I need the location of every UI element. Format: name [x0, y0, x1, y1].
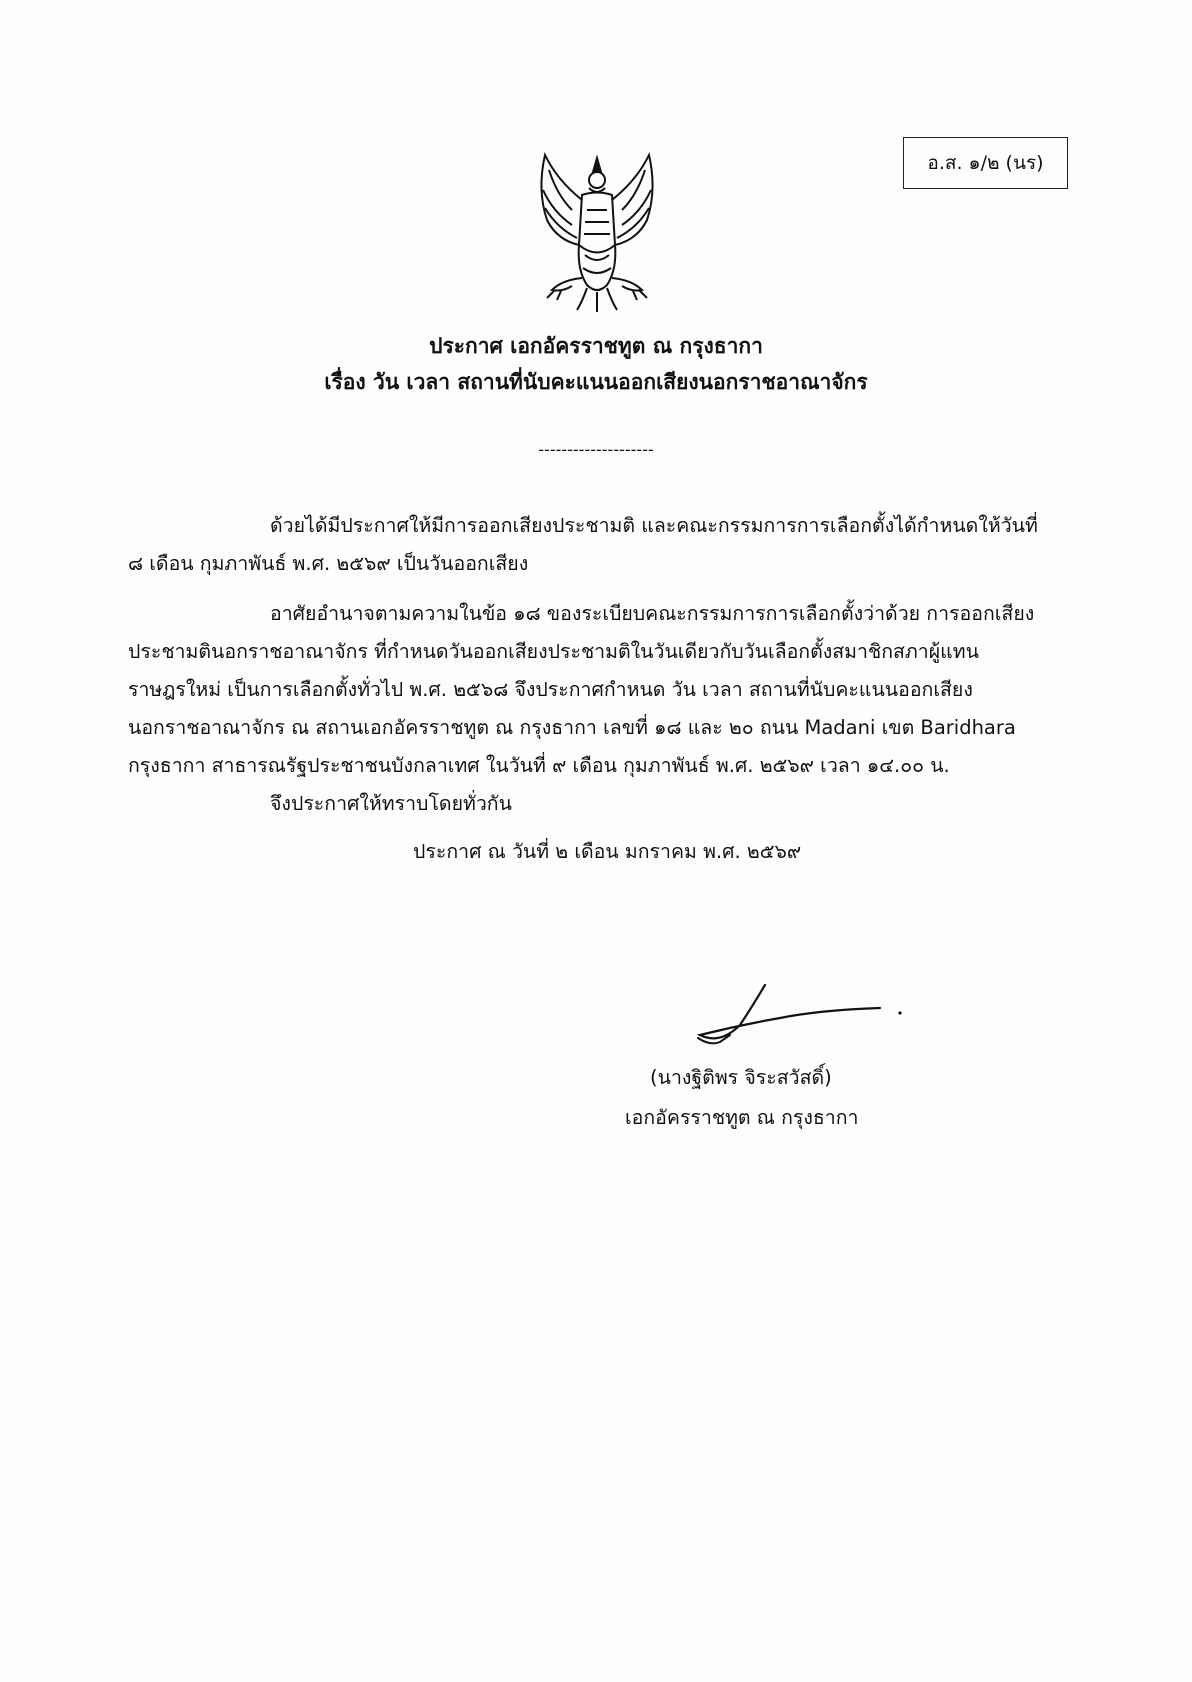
paragraph-2: [128, 595, 1048, 785]
signature-image: [680, 980, 910, 1050]
paragraph-2-line-1: อาศัยอำนาจตามความในข้อ ๑๘ ของระเบียบคณะกรรมการการเลือกตั้งว่าด้วย การออกเสียง: [270, 602, 1035, 625]
form-code-text: อ.ส. ๑/๒ (นร): [927, 152, 1044, 174]
signer-title: เอกอัครราชทูต ณ กรุงธากา: [625, 1106, 859, 1129]
paragraph-3: [128, 785, 1048, 823]
paragraph-1: [128, 507, 1048, 583]
paragraph-2-line-5: กรุงธากา สาธารณรัฐประชาชนบังกลาเทศ ในวันที่ ๙ เดือน กุมภาพันธ์ พ.ศ. ๒๕๖๙ เวลา ๑๔.๐๐ น.: [128, 754, 950, 777]
announcement-title: ประกาศ เอกอัครราชทูต ณ กรุงธากา: [429, 334, 763, 358]
paragraph-3-line-1: จึงประกาศให้ทราบโดยทั่วกัน: [270, 792, 512, 815]
paragraph-2-line-4: นอกราชอาณาจักร ณ สถานเอกอัครราชทูต ณ กรุงธากา เลขที่ ๑๘ และ ๒๐ ถนน Madani เขต Baridhara: [128, 716, 1016, 739]
paragraph-1-line-1: ด้วยได้มีประกาศให้มีการออกเสียงประชามติ และคณะกรรมการการเลือกตั้งได้กำหนดให้วันที่: [270, 514, 1038, 537]
form-code-box: [903, 137, 1068, 189]
paragraph-2-line-2: ประชามตินอกราชอาณาจักร ที่กำหนดวันออกเสียงประชามติในวันเดียวกับวันเลือกตั้งสมาชิกสภาผู้แทน: [128, 640, 979, 663]
announcement-date: ประกาศ ณ วันที่ ๒ เดือน มกราคม พ.ศ. ๒๕๖๙: [413, 840, 802, 863]
paragraph-2-line-3: ราษฎรใหม่ เป็นการเลือกตั้งทั่วไป พ.ศ. ๒๕๖๘ จึงประกาศกำหนด วัน เวลา สถานที่นับคะแนนออกเสียง: [128, 678, 973, 701]
announcement-subject: เรื่อง วัน เวลา สถานที่นับคะแนนออกเสียงนอกราชอาณาจักร: [324, 370, 868, 394]
signer-name: (นางฐิติพร จิระสวัสดิ์): [650, 1066, 832, 1089]
title-divider: --------------------: [538, 440, 654, 459]
paragraph-1-line-2: ๘ เดือน กุมภาพันธ์ พ.ศ. ๒๕๖๙ เป็นวันออกเสียง: [128, 552, 529, 575]
garuda-emblem: [527, 150, 667, 315]
